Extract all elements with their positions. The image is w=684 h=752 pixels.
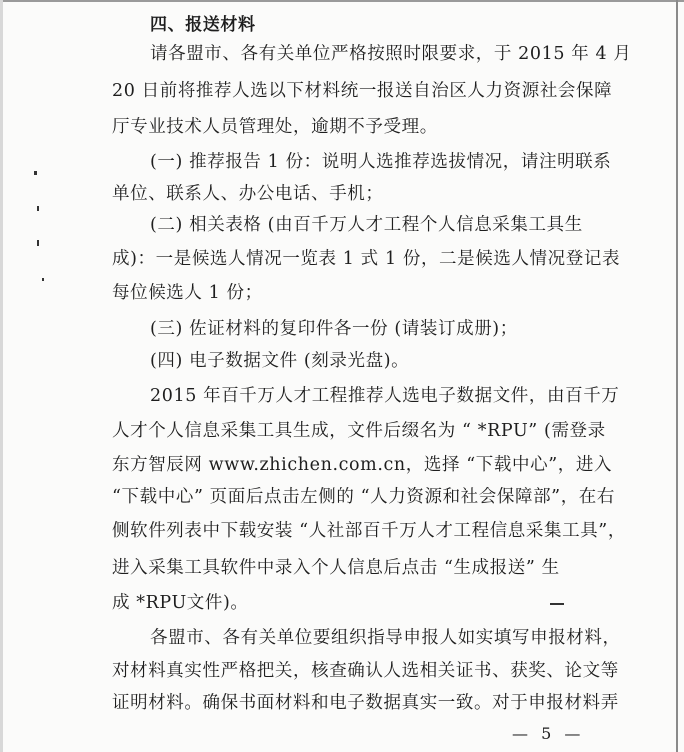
text-line-3: 厅专业技术人员管理处，逾期不予受理。 [112,117,438,137]
text-line-18: 各盟市、各有关单位要组织指导申报人如实填写申报材料， [150,628,621,648]
text-line-19: 对材料真实性严格把关，核查确认人选相关证书、获奖、论文等 [112,661,619,681]
text-line-11: 2015 年百千万人才工程推荐人选电子数据文件，由百千万 [150,386,620,406]
scan-speck [37,240,39,246]
text-line-6: (二) 相关表格 (由百千万人才工程个人信息采集工具生 [150,215,583,235]
text-line-17: 成 *RPU文件)。 [112,593,249,613]
scan-speck [42,278,44,281]
text-line-1: 请各盟市、各有关单位严格按照时限要求，于 2015 年 4 月 [150,44,632,64]
section-heading: 四、报送材料 [150,15,256,35]
text-line-16: 进入采集工具软件中录入个人信息后点击 “生成报送” 生 [112,558,560,578]
scan-right-edge [676,0,678,752]
scan-top-edge [0,0,684,2]
text-line-2: 20 日前将推荐人选以下材料统一报送自治区人力资源社会保障 [112,81,613,101]
text-line-12: 人才个人信息采集工具生成，文件后缀名为 “ *RPU” (需登录 [112,421,606,441]
text-line-20: 证明材料。确保书面材料和电子数据真实一致。对于申报材料弄 [112,693,619,713]
text-line-15: 侧软件列表中下载安装 “人社部百千万人才工程信息采集工具”， [112,521,626,541]
text-line-4: (一) 推荐报告 1 份：说明人选推荐选拔情况，请注明联系 [150,152,612,172]
text-line-5: 单位、联系人、办公电话、手机； [112,184,384,204]
text-line-9: (三) 佐证材料的复印件各一份 (请装订成册)； [150,319,518,339]
scan-speck [37,206,39,211]
text-line-14: “下载中心” 页面后点击左侧的 “人力资源和社会保障部”，在右 [112,487,616,507]
text-line-10: (四) 电子数据文件 (刻录光盘)。 [150,351,410,371]
scan-left-edge [0,0,3,752]
page-number: — 5 — [512,724,585,743]
text-line-8: 每位候选人 1 份； [112,283,263,303]
text-line-7: 成)：一是候选人情况一览表 1 式 1 份，二是候选人情况登记表 [112,249,621,269]
scan-speck [550,603,564,605]
scan-speck [34,171,37,175]
text-line-13: 东方智辰网 www.zhichen.com.cn，选择 “下载中心”，进入 [112,455,613,475]
